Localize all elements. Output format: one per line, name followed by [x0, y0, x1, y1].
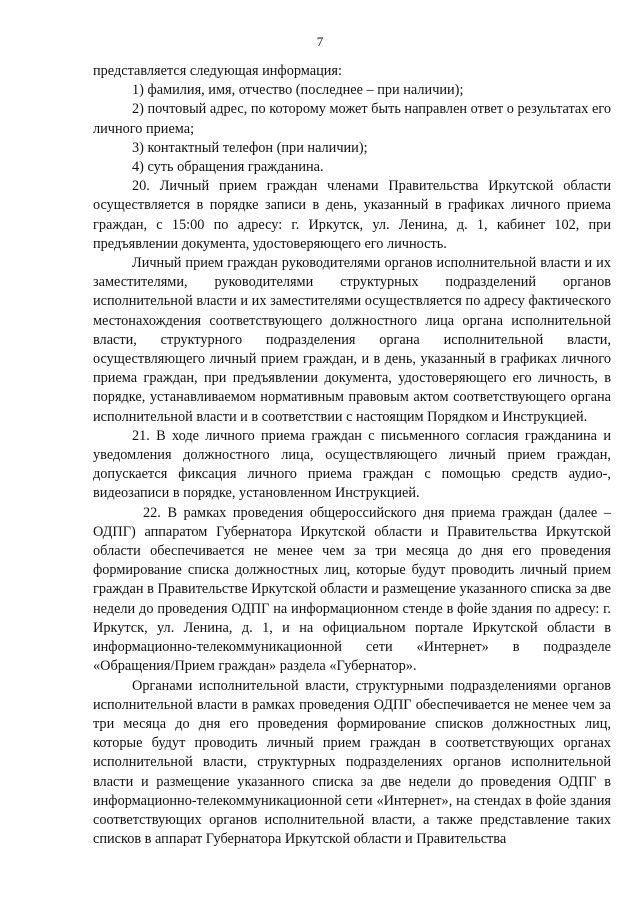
document-body — [93, 62, 611, 849]
paragraph: 21. В ходе личного приема граждан с письменного согласия гражданина и уведомления должностного лица, осуществляющего личный прием граждан, допускается фиксация личного приема граждан с помощью средств аудио-, видеозаписи в порядке, установленном Инструкцией. — [93, 427, 611, 502]
paragraph: 22. В рамках проведения общероссийского дня приема граждан (далее – ОДПГ) аппаратом Губернатора Иркутской области и Правительства Иркутской области обеспечивается не менее чем за три месяца до дня его проведения формирование списка должностных лиц, которые будут проводить личный прием граждан в Правительстве Иркутской области и размещение указанного списка за две недели до проведения ОДПГ на информационном стенде в фойе здания по адресу: г. Иркутск, ул. Ленина, д. 1, и на официальном портале Иркутской области в информационно-телекоммуникационной сети «Интернет» в подразделе «Обращения/Прием граждан» раздела «Губернатор». — [93, 504, 611, 675]
paragraph: Органами исполнительной власти, структурными подразделениями органов исполнительной власти в рамках проведения ОДПГ обеспечивается не менее чем за три месяца до дня его проведения формирование списков должностных лиц, которые будут проводить личный прием граждан в соответствующих органах исполнительной власти, структурных подразделениях органов исполнительной власти и размещение указанного списка за две недели до проведения ОДПГ в информационно-телекоммуникационной сети «Интернет», на стендах в фойе здания соответствующих органов исполнительной власти, а также представление таких списков в аппарат Губернатора Иркутской области и Правительства — [93, 677, 611, 848]
paragraph: представляется следующая информация: — [93, 63, 342, 79]
paragraph: 1) фамилия, имя, отчество (последнее – при наличии); — [132, 82, 464, 99]
paragraph: 2) почтовый адрес, по которому может быть направлен ответ о результатах его личного приема; — [93, 101, 611, 137]
page-number: 7 — [316, 34, 324, 49]
paragraph: Личный прием граждан руководителями органов исполнительной власти и их заместителями, руководителями структурных подразделений органов исполнительной власти и их заместителями осуществляется по адресу фактического местонахождения соответствующего должностного лица органа исполнительной власти, структурного подразделения органа исполнительной власти, осуществляющего личный прием граждан, и в день, указанный в графиках личного приема граждан, при предъявлении документа, удостоверяющего его личность, в порядке, устанавливаемом нормативным правовым актом соответствующего органа исполнительной власти и в соответствии с настоящим Порядком и Инструкцией. — [93, 255, 611, 425]
paragraph: 3) контактный телефон (при наличии); — [132, 139, 368, 156]
paragraph: 4) суть обращения гражданина. — [132, 159, 324, 176]
paragraph: 20. Личный прием граждан членами Правительства Иркутской области осуществляется в порядке записи в день, указанный в графиках личного приема граждан, с 15:00 по адресу: г. Иркутск, ул. Ленина, д. 1, кабинет 102, при предъявлении документа, удостоверяющего его личность. — [93, 178, 611, 252]
